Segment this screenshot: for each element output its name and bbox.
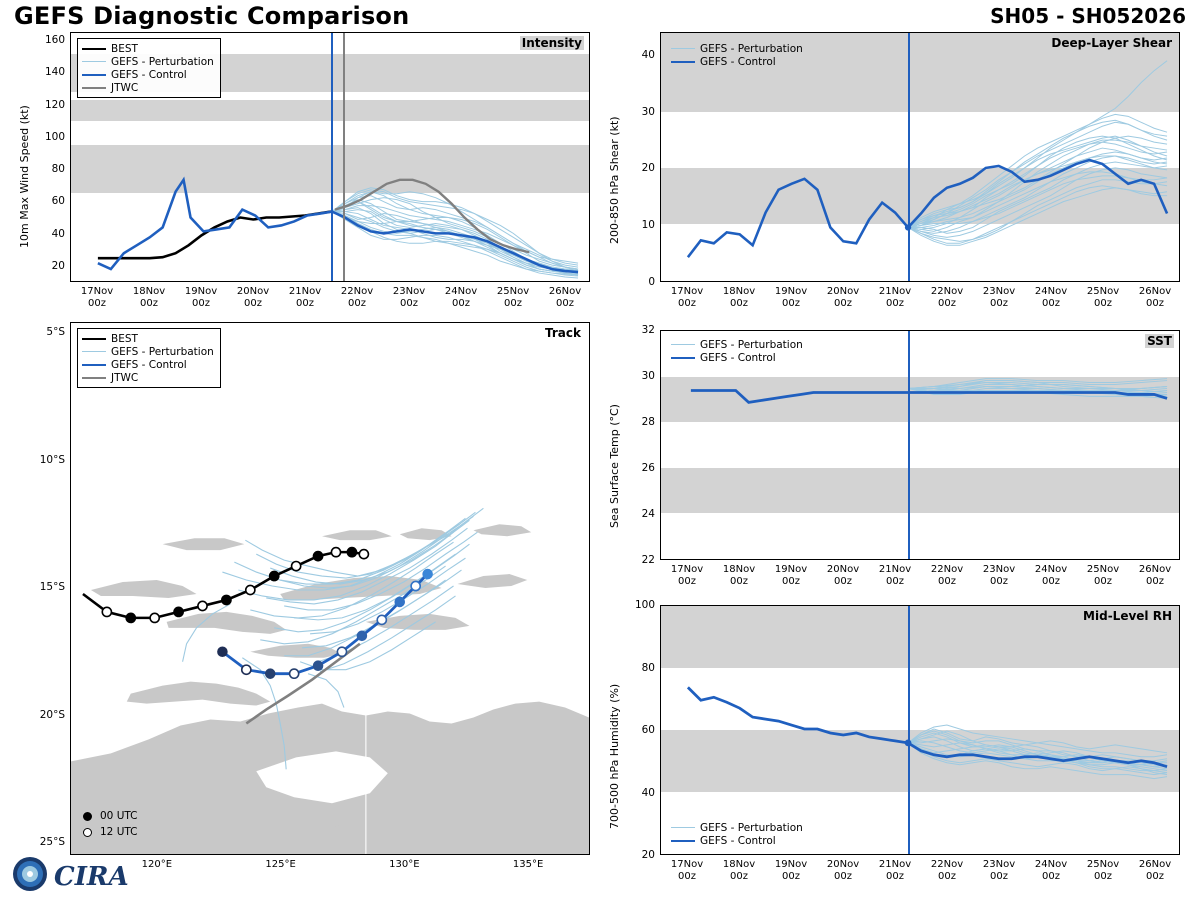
panel-title-sst: SST xyxy=(1147,334,1172,348)
sst-plot-area xyxy=(660,330,1180,560)
track-legend xyxy=(77,328,221,388)
ytick: 80 xyxy=(641,661,655,674)
xtick: 24Nov 00z xyxy=(1034,564,1068,587)
ytick: 5°S xyxy=(46,326,65,339)
xtick: 135°E xyxy=(512,859,544,870)
xtick: 20Nov 00z xyxy=(826,286,860,309)
track-map xyxy=(71,323,589,854)
legend-item-control: GEFS - Control xyxy=(82,68,214,81)
ytick: 10 xyxy=(641,219,655,232)
legend-item-best: BEST xyxy=(82,332,214,345)
xtick: 18Nov 00z xyxy=(722,286,756,309)
storm-identifier: SH05 - SH052026 xyxy=(990,4,1186,28)
ytick: 26 xyxy=(641,462,655,474)
panel-title-track: Track xyxy=(542,326,584,340)
xtick: 23Nov 00z xyxy=(392,286,426,309)
ytick: 20 xyxy=(51,259,65,272)
shear-control-line xyxy=(688,160,1167,257)
xtick: 22Nov 00z xyxy=(930,564,964,587)
intensity-panel xyxy=(18,32,590,309)
xtick: 21Nov 00z xyxy=(878,564,912,587)
ytick: 32 xyxy=(641,324,655,336)
xtick: 21Nov 00z xyxy=(288,286,322,309)
rh-y-axis-label: 700-500 hPa Humidity (%) xyxy=(608,683,621,829)
ytick: 22 xyxy=(641,554,655,566)
sst-y-axis-label: Sea Surface Temp (°C) xyxy=(608,404,621,528)
intensity-y-axis-label: 10m Max Wind Speed (kt) xyxy=(18,105,31,248)
ytick: 24 xyxy=(641,508,655,520)
shear-legend xyxy=(667,39,809,71)
legend-item-control: GEFS - Control xyxy=(82,358,214,371)
legend-swatch-control xyxy=(82,74,106,76)
rh-curves xyxy=(661,606,1179,854)
analysis-time-line xyxy=(908,33,910,281)
xtick: 17Nov 00z xyxy=(670,564,704,587)
ytick: 15°S xyxy=(39,581,65,594)
legend-swatch-jtwc xyxy=(82,87,106,89)
panel-title-intensity: Intensity xyxy=(521,36,582,50)
ytick: 20 xyxy=(641,162,655,175)
xtick: 20Nov 00z xyxy=(826,564,860,587)
legend-item-perturbation: GEFS - Perturbation xyxy=(671,42,803,55)
xtick: 17Nov 00z xyxy=(670,286,704,309)
xtick: 26Nov 00z xyxy=(548,286,582,309)
ytick: 40 xyxy=(51,227,65,240)
rh-legend xyxy=(667,818,809,850)
landmass xyxy=(71,524,589,854)
xtick: 18Nov 00z xyxy=(722,564,756,587)
ytick: 28 xyxy=(641,416,655,428)
analysis-time-line xyxy=(331,33,333,281)
ytick: 25°S xyxy=(39,836,65,849)
ytick: 20 xyxy=(641,849,655,861)
intensity-plot-area xyxy=(70,32,590,282)
filled-circle-marker xyxy=(83,812,92,821)
ytick: 100 xyxy=(634,599,655,611)
xtick: 24Nov 00z xyxy=(444,286,478,309)
track-panel xyxy=(39,322,590,870)
xtick: 22Nov 00z xyxy=(340,286,374,309)
legend-item-control: GEFS - Control xyxy=(671,351,803,364)
legend-item-perturbation: GEFS - Perturbation xyxy=(82,345,214,358)
xtick: 26Nov 00z xyxy=(1138,286,1172,309)
page-title: GEFS Diagnostic Comparison xyxy=(14,2,410,30)
marker-legend-12utc: 12 UTC xyxy=(83,824,138,840)
ytick: 40 xyxy=(641,48,655,61)
shear-plot-area xyxy=(660,32,1180,282)
xtick: 17Nov 00z xyxy=(80,286,114,309)
xtick: 20Nov 00z xyxy=(236,286,270,309)
ytick: 80 xyxy=(51,163,65,175)
analysis-time-line xyxy=(908,331,910,559)
xtick: 19Nov 00z xyxy=(774,564,808,587)
xtick: 25Nov 00z xyxy=(1086,286,1120,309)
xtick: 130°E xyxy=(389,859,420,870)
legend-swatch-control xyxy=(671,840,695,842)
logo-text: CIRA xyxy=(54,862,129,892)
legend-swatch-perturbation xyxy=(82,351,106,352)
ytick: 160 xyxy=(44,34,65,46)
xtick: 26Nov 00z xyxy=(1138,564,1172,587)
intensity-legend xyxy=(77,38,221,98)
xtick: 21Nov 00z xyxy=(878,859,912,882)
ytick: 60 xyxy=(51,195,65,208)
legend-swatch-perturbation xyxy=(671,48,695,49)
legend-swatch-control xyxy=(82,364,106,366)
xtick: 25Nov 00z xyxy=(496,286,530,309)
legend-swatch-jtwc xyxy=(82,377,106,379)
open-circle-marker xyxy=(83,828,92,837)
legend-item-jtwc: JTWC xyxy=(82,81,214,94)
xtick: 125°E xyxy=(265,859,296,870)
sst-panel xyxy=(608,324,1180,587)
ytick: 20°S xyxy=(39,708,65,721)
legend-swatch-perturbation xyxy=(671,344,695,345)
panel-title-rh: Mid-Level RH xyxy=(1083,609,1172,623)
xtick: 19Nov 00z xyxy=(184,286,218,309)
ytick: 60 xyxy=(641,724,655,736)
legend-swatch-control xyxy=(671,61,695,63)
legend-item-control: GEFS - Control xyxy=(671,55,803,68)
legend-swatch-control xyxy=(671,357,695,359)
xtick: 18Nov 00z xyxy=(722,859,756,882)
shear-panel xyxy=(608,32,1180,309)
xtick: 19Nov 00z xyxy=(774,286,808,309)
xtick: 23Nov 00z xyxy=(982,564,1016,587)
xtick: 19Nov 00z xyxy=(774,859,808,882)
legend-item-jtwc: JTWC xyxy=(82,371,214,384)
ytick: 120 xyxy=(44,98,65,111)
legend-item-control: GEFS - Control xyxy=(671,834,803,847)
sst-legend xyxy=(667,335,809,367)
legend-swatch-perturbation xyxy=(671,827,695,828)
marker-time-legend xyxy=(83,808,138,840)
xtick: 21Nov 00z xyxy=(878,286,912,309)
rh-panel xyxy=(608,599,1180,882)
xtick: 17Nov 00z xyxy=(670,859,704,882)
ytick: 30 xyxy=(641,370,655,382)
ytick: 30 xyxy=(641,105,655,118)
xtick: 23Nov 00z xyxy=(982,859,1016,882)
marker-legend-00utc: 00 UTC xyxy=(83,808,138,824)
rh-control-line xyxy=(688,687,1167,766)
shear-y-axis-label: 200-850 hPa Shear (kt) xyxy=(608,116,621,244)
legend-item-perturbation: GEFS - Perturbation xyxy=(671,821,803,834)
ytick: 40 xyxy=(641,786,655,799)
legend-swatch-best xyxy=(82,48,106,50)
xtick: 120°E xyxy=(141,859,173,870)
xtick: 22Nov 00z xyxy=(930,286,964,309)
xtick: 26Nov 00z xyxy=(1138,859,1172,882)
ytick: 10°S xyxy=(39,453,65,466)
panel-title-shear: Deep-Layer Shear xyxy=(1051,36,1172,50)
xtick: 22Nov 00z xyxy=(930,859,964,882)
legend-item-perturbation: GEFS - Perturbation xyxy=(82,55,214,68)
map-graphics xyxy=(71,323,589,854)
ytick: 0 xyxy=(648,276,655,288)
rh-plot-area xyxy=(660,605,1180,855)
ytick: 140 xyxy=(44,66,65,79)
ytick: 100 xyxy=(44,130,65,143)
xtick: 25Nov 00z xyxy=(1086,859,1120,882)
xtick: 18Nov 00z xyxy=(132,286,166,309)
xtick: 25Nov 00z xyxy=(1086,564,1120,587)
analysis-time-line xyxy=(908,606,910,854)
legend-item-perturbation: GEFS - Perturbation xyxy=(671,338,803,351)
xtick: 24Nov 00z xyxy=(1034,859,1068,882)
xtick: 23Nov 00z xyxy=(982,286,1016,309)
legend-item-best: BEST xyxy=(82,42,214,55)
track-plot-area xyxy=(70,322,590,855)
cira-logo xyxy=(10,852,130,896)
xtick: 20Nov 00z xyxy=(826,859,860,882)
jtwc-time-line xyxy=(343,33,345,281)
best-line xyxy=(98,212,331,259)
legend-swatch-perturbation xyxy=(82,61,106,62)
xtick: 24Nov 00z xyxy=(1034,286,1068,309)
legend-swatch-best xyxy=(82,338,106,340)
